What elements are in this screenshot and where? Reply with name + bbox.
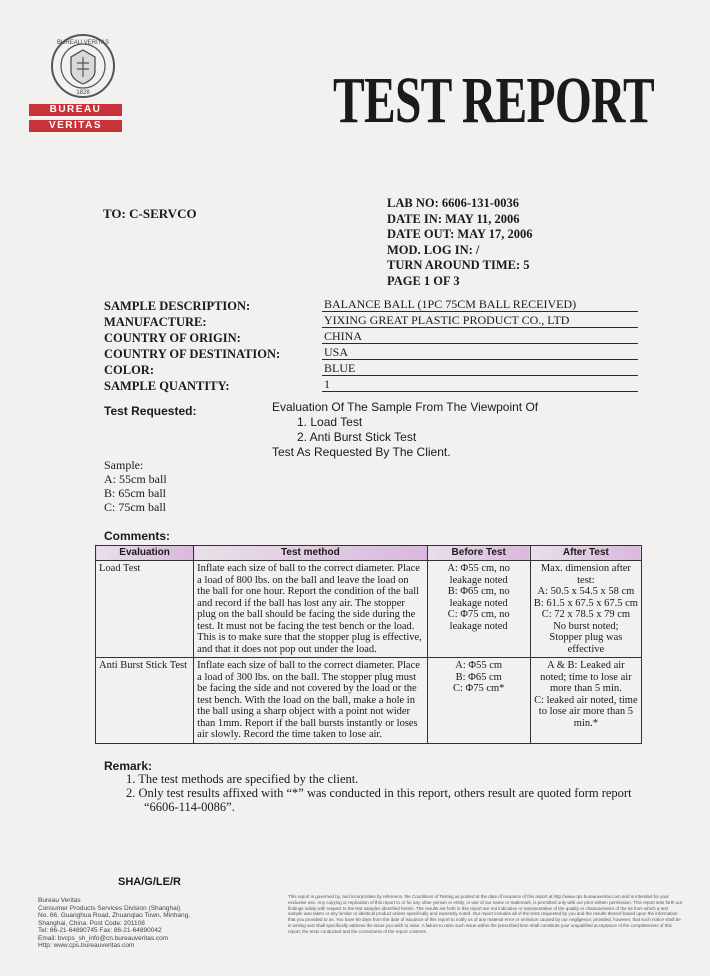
recipient: TO: C-SERVCO <box>103 206 197 221</box>
after-line: Max. dimension after test: <box>540 563 631 586</box>
remark-item: 2. Only test results affixed with “*” was conducted in this report, others result are quoted form report “6606-114-0086”. <box>126 786 632 814</box>
mod-log-in: MOD. LOG IN: / <box>387 242 480 257</box>
page-title: TEST REPORT <box>333 64 654 137</box>
test-requested-text <box>272 400 538 460</box>
signature-code: SHA/G/LE/R <box>118 876 181 888</box>
table-header-row <box>96 546 642 561</box>
lab-info <box>387 196 533 289</box>
remark-list <box>126 772 646 814</box>
address-line: Shanghai, China. Post Code: 201108 <box>38 919 145 927</box>
svg-text:1828: 1828 <box>76 90 90 96</box>
test-requested-label: Test Requested: <box>104 404 197 418</box>
evaluation-cell: Anti Burst Stick Test <box>96 658 194 744</box>
address-line: No. 66, Guanghua Road, Zhuanqiao Town, Minhang, <box>38 912 191 919</box>
after-line: A & B: Leaked air noted; time to lose air more than 5 min. <box>540 660 632 694</box>
field-label: COUNTRY OF DESTINATION: <box>104 347 281 361</box>
field-label: COUNTRY OF ORIGIN: <box>104 331 241 345</box>
before-cell <box>427 658 530 744</box>
test-item: 1. Load Test <box>297 415 363 429</box>
column-header: Test method <box>194 546 427 561</box>
sample-heading: Sample: <box>104 458 144 472</box>
address-line: Bureau Veritas <box>38 897 81 904</box>
field-label: SAMPLE DESCRIPTION: <box>104 299 251 313</box>
field-value: YIXING GREAT PLASTIC PRODUCT CO., LTD <box>322 312 638 328</box>
bureau-veritas-seal-icon <box>50 33 116 99</box>
field-label: SAMPLE QUANTITY: <box>104 379 230 393</box>
field-value: 1 <box>322 376 638 392</box>
comments-label: Comments: <box>104 529 171 543</box>
field-label: COLOR: <box>104 363 154 377</box>
sample-item: C: 75cm ball <box>104 500 166 514</box>
brand-line-2: VERITAS <box>29 120 122 132</box>
field-value: USA <box>322 344 638 360</box>
evaluation-cell: Load Test <box>96 561 194 658</box>
after-line: No burst noted; <box>553 620 619 632</box>
test-requested-closing: Test As Requested By The Client. <box>272 445 451 459</box>
footer-address <box>38 897 190 950</box>
method-cell: Inflate each size of ball to the correct diameter. Place a load of 300 lbs. on the ball. The stopper plug must be facing the side and not covered by the load or the test bench. With the load on the ball, make a hole in the ball using a sharp object with a point not wider than 1mm. Report if the ball bursts instantly or loses air slowly. Record the time taken to lose air. <box>194 658 427 744</box>
column-header: After Test <box>530 546 641 561</box>
address-line: Consumer Products Services Division (Shanghai) <box>38 904 181 912</box>
after-cell <box>530 658 641 744</box>
footer-fine-print: This report is governed by, and incorporates by reference, the Conditions of Testing as posted at the date of issuance of this report at http://www.cps.bureauveritas.com and is intended for your exclusive use. Any copying or replication of this report to or for any other person or entity, or use of our name or trademark, is permitted only with our prior written permission. This report sets forth our findings solely with respect to the test samples identified herein. The results set forth in this report are not indicative or representative of the quality or characteristics of the lot from which a test sample was taken or any similar or identical product unless specifically and expressly noted. Our report includes all of the tests requested by you and the results thereof based upon the information that you provided to us. You have 60 days from the date of issuance of this report to notify us of any material error or omission caused by our negligence; provided, however, that such notice shall be in writing and shall specifically address the issue you wish to raise. A failure to raise such issue within the prescribed time shall constitute your unqualified acceptance of the completeness of this report, the tests conducted and the correctness of the report contents. <box>288 894 683 934</box>
address-line: Email: bvcps_sh_info@cn.bureauveritas.com <box>38 934 169 942</box>
turn-around-time: TURN AROUND TIME: 5 <box>387 258 530 272</box>
before-line: B: Φ65 cm, no leakage noted <box>447 586 510 609</box>
sample-field-labels <box>104 298 280 394</box>
remark-item: 1. The test methods are specified by the client. <box>126 772 359 786</box>
sample-list <box>104 458 167 514</box>
after-cell <box>530 561 641 658</box>
column-header: Evaluation <box>96 546 194 561</box>
date-out: DATE OUT: MAY 17, 2006 <box>387 227 533 241</box>
sample-item: A: 55cm ball <box>104 472 167 486</box>
table-row <box>96 658 642 744</box>
results-table <box>95 545 642 744</box>
after-line: C: 72 x 78.5 x 79 cm <box>541 609 631 620</box>
column-header: Before Test <box>427 546 530 561</box>
date-in: DATE IN: MAY 11, 2006 <box>387 211 520 226</box>
before-line: A: Φ55 cm, no leakage noted <box>447 563 510 586</box>
svg-text:BUREAU VERITAS: BUREAU VERITAS <box>57 40 109 46</box>
address-line: Http: www.cps.bureauveritas.com <box>38 942 135 949</box>
lab-number: LAB NO: 6606-131-0036 <box>387 196 519 210</box>
field-value: BALANCE BALL (1PC 75CM BALL RECEIVED) <box>322 296 638 312</box>
after-line: C: leaked air noted, time to lose air more than 5 min.* <box>534 694 638 729</box>
before-line: C: Φ75 cm, no leakage noted <box>447 609 510 632</box>
address-line: Tel: 86-21-64890745 Fax: 86-21-64890042 <box>38 927 162 934</box>
remark-label: Remark: <box>104 759 153 773</box>
page-number: PAGE 1 OF 3 <box>387 273 460 288</box>
field-label: MANUFACTURE: <box>104 315 207 329</box>
after-line: A: 50.5 x 54.5 x 58 cm <box>537 586 635 597</box>
field-value: CHINA <box>322 328 638 344</box>
table-row <box>96 561 642 658</box>
after-line: Stopper plug was effective <box>549 632 623 655</box>
test-requested-intro: Evaluation Of The Sample From The Viewpoint Of <box>272 400 539 414</box>
before-line: A: Φ55 cm <box>455 660 503 671</box>
sample-field-values <box>322 296 638 392</box>
field-value: BLUE <box>322 360 638 376</box>
before-line: B: Φ65 cm <box>455 671 502 683</box>
brand-line-1: BUREAU <box>29 104 122 116</box>
before-cell <box>427 561 530 658</box>
test-item: 2. Anti Burst Stick Test <box>297 430 417 444</box>
method-cell: Inflate each size of ball to the correct diameter. Place a load of 800 lbs. on the ball and leave the load on the ball for one hour. Report the condition of the ball and record if the ball has lost any air. The stopper plug on the ball should be facing the side during the test. It must not be facing the test bench or the load. This is to make sure that the stopper plug is effective, and that it does not pop out under the load. <box>194 561 427 658</box>
after-line: B: 61.5 x 67.5 x 67.5 cm <box>533 597 638 609</box>
sample-item: B: 65cm ball <box>104 486 166 500</box>
before-line: C: Φ75 cm* <box>452 683 505 694</box>
